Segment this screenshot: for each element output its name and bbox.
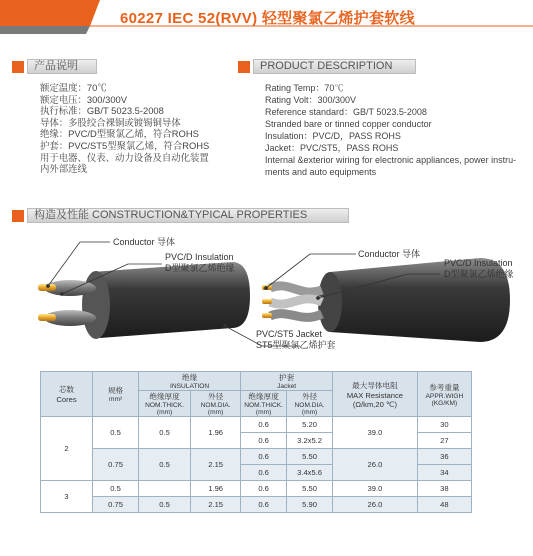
table-header-row [41, 372, 472, 391]
header-text: NOM.THICK. [145, 402, 184, 409]
cell-jacket-diameter: 5.50 [287, 481, 333, 497]
header-text: INSULATION [170, 383, 210, 390]
cn-line: 绝缘：PVC/D型聚氯乙烯，符合ROHS [40, 128, 199, 140]
label-insulation-right-cn: D型聚氯乙烯绝缘 [444, 269, 514, 279]
cell-cores: 3 [41, 481, 93, 513]
cell-jacket-diameter: 5.90 [287, 497, 333, 513]
header-insulation [139, 372, 241, 391]
cell-jacket-diameter: 5.20 [287, 417, 333, 433]
en-line: Reference standard：GB/T 5023.5-2008 [265, 107, 427, 117]
header-text: Jacket [277, 383, 297, 390]
header-text: 最大导体电阻 [352, 380, 398, 390]
en-description [265, 82, 516, 178]
cell-jacket-thickness: 0.6 [241, 417, 287, 433]
cn-line: 额定温度：70℃ [40, 82, 107, 93]
label-conductor-left: Conductor 导体 [113, 237, 176, 247]
cell-jacket-thickness: 0.6 [241, 465, 287, 481]
cell-cores: 2 [41, 417, 93, 481]
header-jacket-diameter [287, 391, 333, 417]
header-spec [93, 372, 139, 417]
cell-ins-thickness [139, 481, 191, 497]
cn-line: 内外部连线 [40, 163, 87, 175]
cell-resistance: 26.0 [333, 449, 418, 481]
header-text: (mm) [156, 409, 173, 416]
cell-jacket-thickness: 0.6 [241, 449, 287, 465]
header-text: (Ω/km,20 ℃) [352, 399, 398, 409]
header-weight [417, 372, 471, 417]
header-text: NOM.THICK. [244, 402, 284, 409]
cn-line: 执行标准：GB/T 5023.5-2008 [40, 105, 164, 117]
header-max-resistance [333, 372, 418, 417]
cell-jacket-diameter: 3.2x5.2 [287, 433, 333, 449]
header-text: 规格 [107, 386, 124, 395]
header-text: 绝缘 [181, 373, 198, 382]
header-ins-diameter [191, 391, 241, 417]
cell-ins-diameter: 1.96 [191, 417, 241, 449]
cn-line: 导体：多股绞合裸铜或镀锡铜导体 [40, 116, 181, 128]
table-row [41, 497, 472, 513]
header-text: 外径 [301, 392, 318, 401]
cell-ins-diameter: 2.15 [191, 449, 241, 481]
header-text: 芯数 [58, 385, 75, 394]
cell-jacket-diameter: 5.50 [287, 449, 333, 465]
en-line: ments and auto equipments [265, 167, 377, 177]
section-marker [238, 61, 250, 73]
cell-weight: 36 [417, 449, 471, 465]
cn-section-title: 产品说明 [34, 60, 78, 72]
cell-ins-thickness: 0.5 [139, 449, 191, 481]
cell-spec: 0.5 [93, 417, 139, 449]
header-text: mm² [108, 396, 123, 403]
en-line: Rating Temp：70℃ [265, 83, 344, 93]
header-text: APPR.WIGH [425, 392, 464, 400]
cn-line: 额定电压：300/300V [40, 93, 128, 105]
header-text: 护套 [279, 373, 295, 382]
en-section-header [253, 59, 416, 74]
header-text: 绝缘厚度 [149, 392, 180, 401]
cell-weight: 34 [417, 465, 471, 481]
cell-ins-thickness: 0.5 [139, 417, 191, 449]
cell-ins-diameter: 2.15 [191, 497, 241, 513]
header-text: 绝缘厚度 [248, 392, 279, 401]
en-line: Insulation：PVC/D，PASS ROHS [265, 131, 401, 141]
page-title: 60227 IEC 52(RVV) 轻型聚氯乙烯护套软线 [120, 10, 415, 27]
cell-weight: 48 [417, 497, 471, 513]
cell-weight: 27 [417, 433, 471, 449]
cell-resistance: 39.0 [333, 417, 418, 449]
cell-jacket-diameter: 3.4x5.6 [287, 465, 333, 481]
cn-line: 用于电器、仪表、动力设备及自动化装置 [40, 151, 209, 163]
cell-weight: 30 [417, 417, 471, 433]
header-jacket [241, 372, 333, 391]
en-line: Internal &exterior wiring for electronic appliances, power instru- [265, 155, 517, 165]
cn-section-header [27, 59, 97, 74]
header-text: Cores [56, 395, 77, 404]
table-row [41, 449, 472, 465]
cell-ins-diameter: 1.96 [191, 481, 241, 497]
cell-resistance: 26.0 [333, 497, 418, 513]
cell-spec: 0.75 [93, 497, 139, 513]
construction-header [27, 208, 349, 223]
label-insulation-right-en: PVC/D Insulation [444, 258, 513, 268]
cell-ins-thickness: 0.5 [139, 497, 191, 513]
label-insulation-left-en: PVC/D Insulation [165, 252, 234, 262]
cn-description [40, 82, 209, 175]
label-jacket-en: PVC/ST5 Jacket [256, 329, 323, 339]
header-text: 外径 [208, 392, 224, 401]
label-jacket-cn: ST5型聚氯乙烯护套 [256, 340, 336, 350]
cell-jacket-thickness: 0.6 [241, 497, 287, 513]
section-marker [12, 61, 24, 73]
table-row [41, 417, 472, 433]
en-section-title: PRODUCT DESCRIPTION [260, 60, 393, 72]
table-row [41, 481, 472, 497]
construction-title: 构造及性能 CONSTRUCTION&TYPICAL PROPERTIES [34, 209, 308, 221]
cell-jacket-thickness: 0.6 [241, 433, 287, 449]
cell-spec: 0.5 [93, 481, 139, 497]
en-line: Rating Volt：300/300V [265, 95, 357, 105]
cell-weight: 38 [417, 481, 471, 497]
cell-spec: 0.75 [93, 449, 139, 481]
en-line: Stranded bare or tinned copper conductor [265, 119, 432, 129]
label-conductor-right: Conductor 导体 [358, 249, 421, 259]
en-line: Jacket：PVC/ST5，PASS ROHS [265, 143, 399, 153]
spec-table [40, 371, 472, 513]
cell-jacket-thickness: 0.6 [241, 481, 287, 497]
header-text: NOM.DIA. [200, 402, 231, 409]
cell-resistance: 39.0 [333, 481, 418, 497]
header-text: (KG/KM) [431, 399, 458, 407]
header-text: (mm) [255, 409, 272, 416]
header-text: (mm) [301, 409, 318, 416]
header-text: (mm) [207, 409, 224, 416]
header-ins-thickness [139, 391, 191, 417]
label-insulation-left-cn: D型聚氯乙烯绝缘 [165, 263, 235, 273]
header-jacket-thickness [241, 391, 287, 417]
section-marker [12, 210, 24, 222]
header-text: 参考重量 [429, 382, 460, 392]
header-text: NOM.DIA. [294, 402, 325, 409]
header-cores [41, 372, 93, 417]
header-text: MAX Resistance [346, 390, 403, 400]
cn-line: 护套：PVC/ST5型聚氯乙烯，符合ROHS [40, 139, 210, 151]
